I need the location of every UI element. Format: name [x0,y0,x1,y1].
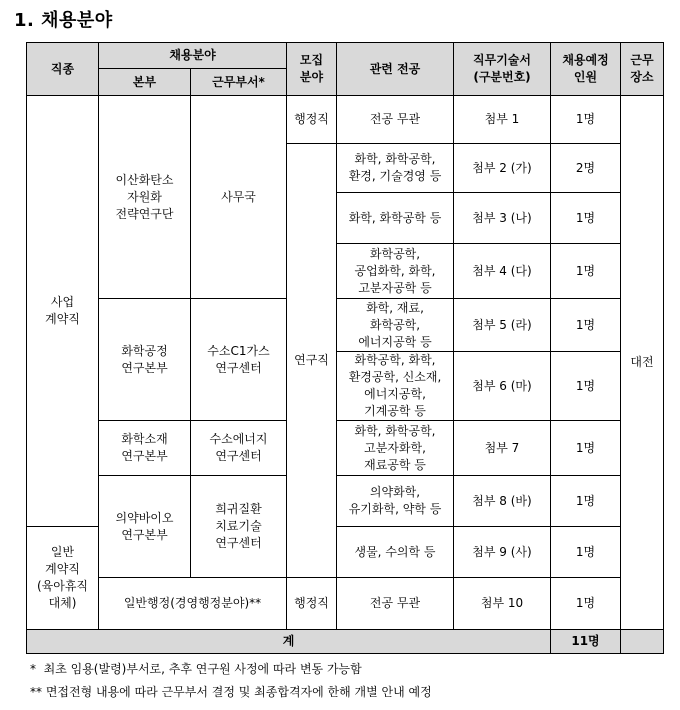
table-row [27,421,664,476]
major-cell: 화학, 재료, 화학공학, 에너지공학 등 [337,299,454,352]
total-empty-cell [621,630,664,654]
division-pharma: 의약바이오 연구본부 [99,476,191,578]
job-desc-cell: 첨부 5 (라) [454,299,551,352]
field-research: 연구직 [287,144,337,578]
header-major: 관련 전공 [337,43,454,96]
major-cell: 화학, 화학공학, 환경, 기술경영 등 [337,144,454,193]
division-general-admin: 일반행정(경영행정분야)** [99,578,287,630]
major-cell: 화학공학, 공업화학, 화학, 고분자공학 등 [337,244,454,299]
footnote: * 최초 임용(발령)부서로, 추후 연구원 사정에 따라 변동 가능함 [30,662,362,676]
footnotes [30,658,432,704]
job-desc-cell: 첨부 7 [454,421,551,476]
header-field-group: 채용분야 [99,43,287,69]
headcount-cell: 1명 [551,527,621,578]
major-cell: 전공 무관 [337,578,454,630]
major-cell: 생물, 수의학 등 [337,527,454,578]
total-count: 11명 [551,630,621,654]
division-chem-material: 화학소재 연구본부 [99,421,191,476]
major-cell: 전공 무관 [337,96,454,144]
division-carbon: 이산화탄소 자원화 전략연구단 [99,96,191,299]
headcount-cell: 1명 [551,352,621,421]
major-cell: 화학공학, 화학, 환경공학, 신소재, 에너지공학, 기계공학 등 [337,352,454,421]
recruitment-table [26,42,664,654]
division-chem-process: 화학공정 연구본부 [99,299,191,421]
major-cell: 의약화학, 유기화학, 약학 등 [337,476,454,527]
headcount-cell: 1명 [551,96,621,144]
header-department: 근무부서* [191,69,287,96]
major-cell: 화학, 화학공학 등 [337,193,454,244]
headcount-cell: 1명 [551,421,621,476]
total-label: 계 [27,630,551,654]
department-rare-disease: 희귀질환 치료기술 연구센터 [191,476,287,578]
header-job-desc: 직무기술서 (구분번호) [454,43,551,96]
job-desc-cell: 첨부 9 (사) [454,527,551,578]
table-row [27,299,664,352]
table-row [27,476,664,527]
header-job-type: 직종 [27,43,99,96]
header-division: 본부 [99,69,191,96]
job-desc-cell: 첨부 6 (마) [454,352,551,421]
department-hydrogen-c1: 수소C1가스 연구센터 [191,299,287,421]
major-cell: 화학, 화학공학, 고분자화학, 재료공학 등 [337,421,454,476]
field-admin2: 행정직 [287,578,337,630]
headcount-cell: 1명 [551,476,621,527]
location-cell: 대전 [621,96,664,630]
department-hydrogen-energy: 수소에너지 연구센터 [191,421,287,476]
header-location: 근무 장소 [621,43,664,96]
field-admin: 행정직 [287,96,337,144]
headcount-cell: 1명 [551,193,621,244]
header-headcount: 채용예정 인원 [551,43,621,96]
page-title: 1. 채용분야 [14,10,113,31]
job-desc-cell: 첨부 2 (가) [454,144,551,193]
job-desc-cell: 첨부 3 (나) [454,193,551,244]
department-secretariat: 사무국 [191,96,287,299]
headcount-cell: 2명 [551,144,621,193]
job-type-general: 일반 계약직 (육아휴직 대체) [27,527,99,630]
table-row [27,96,664,144]
job-desc-cell: 첨부 10 [454,578,551,630]
headcount-cell: 1명 [551,244,621,299]
footnote: ** 면접전형 내용에 따라 근무부서 결정 및 최종합격자에 한해 개별 안내 예정 [30,685,432,699]
headcount-cell: 1명 [551,578,621,630]
job-type-business: 사업 계약직 [27,96,99,527]
header-recruit-field: 모집 분야 [287,43,337,96]
job-desc-cell: 첨부 8 (바) [454,476,551,527]
total-row [27,630,664,654]
job-desc-cell: 첨부 4 (다) [454,244,551,299]
job-desc-cell: 첨부 1 [454,96,551,144]
table-row [27,578,664,630]
headcount-cell: 1명 [551,299,621,352]
